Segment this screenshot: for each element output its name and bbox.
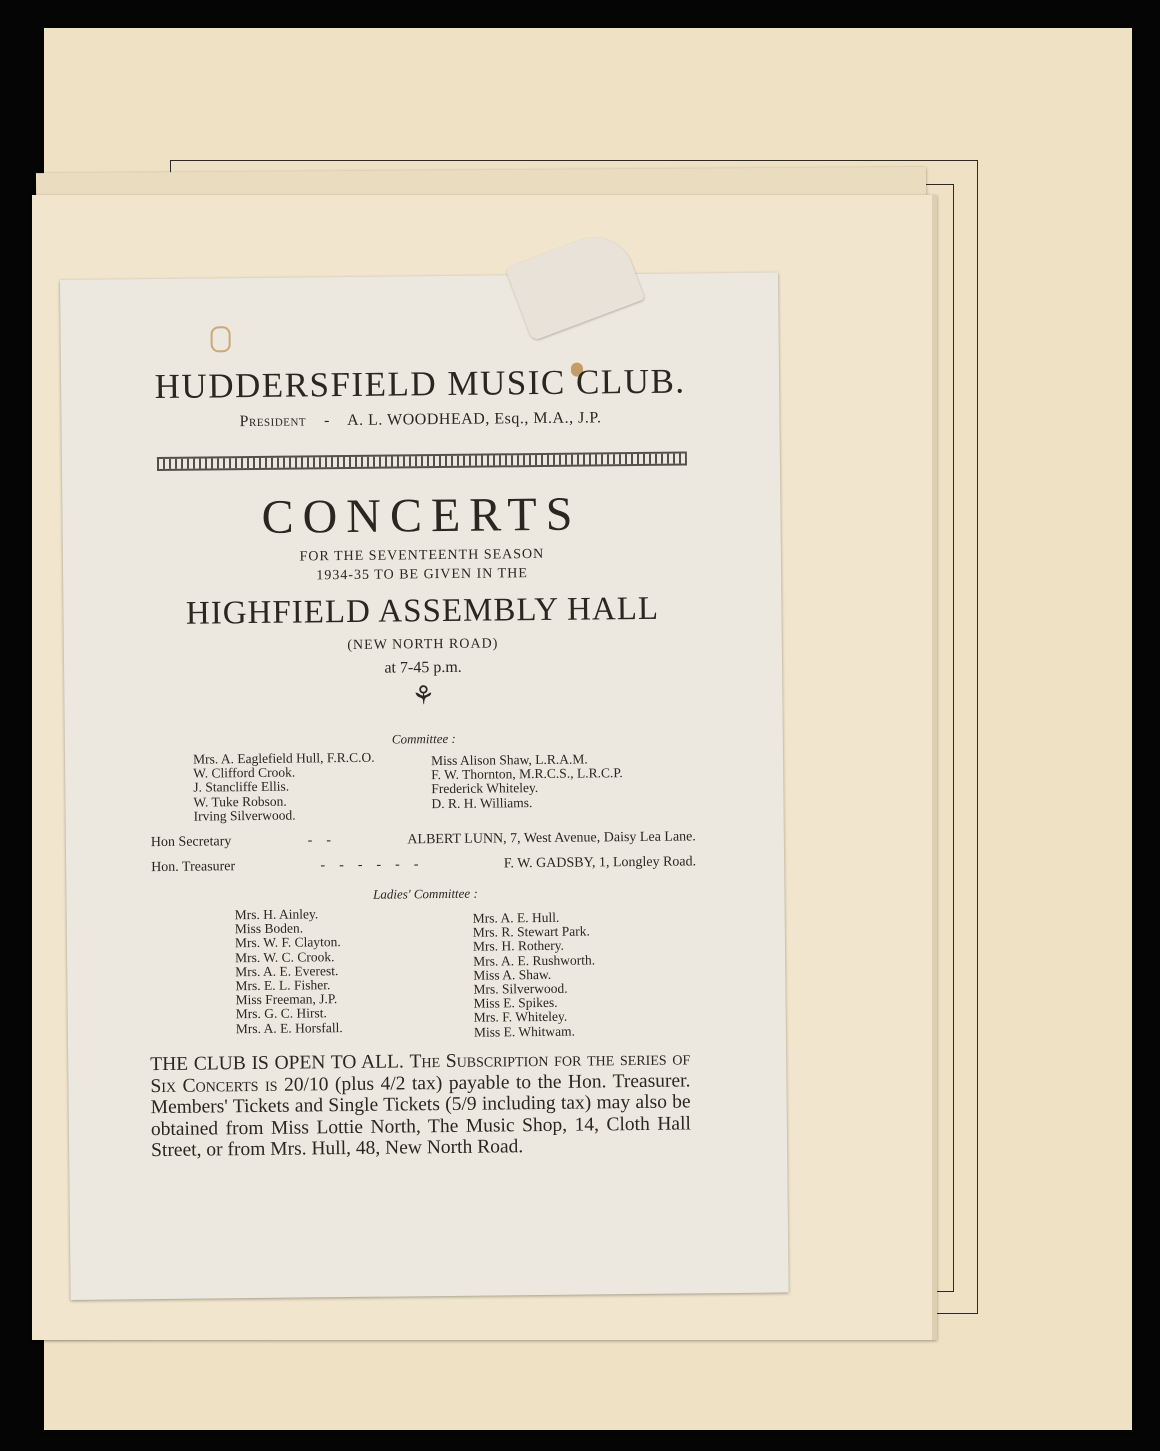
committee-member: Miss Alison Shaw, L.R.A.M. <box>430 751 588 769</box>
ladies-committee-heading: Ladies' Committee : <box>373 885 478 902</box>
ladies-committee-member: Miss A. Shaw. <box>473 966 552 983</box>
greek-key-border <box>157 451 687 471</box>
committee-member: W. Tuke Robson. <box>193 793 287 810</box>
club-title: HUDDERSFIELD MUSIC CLUB. <box>154 361 686 407</box>
ladies-committee-list-left <box>235 907 343 1036</box>
venue-name: HIGHFIELD ASSEMBLY HALL <box>185 590 660 632</box>
ladies-committee-member: Mrs. W. F. Clayton. <box>234 934 341 951</box>
season-line: 1934-35 TO BE GIVEN IN THE <box>316 566 528 584</box>
president-label: President <box>239 412 307 431</box>
concerts-heading: CONCERTS <box>261 487 582 544</box>
ladies-committee-list-right <box>473 910 596 1039</box>
treasurer-label: Hon. Treasurer <box>151 859 236 876</box>
ladies-committee-member: Mrs. A. E. Horsfall. <box>235 1019 343 1036</box>
ladies-committee-member: Mrs. R. Stewart Park. <box>472 923 590 940</box>
committee-heading: Committee : <box>391 730 456 747</box>
secretary-label: Hon Secretary <box>150 834 232 851</box>
floral-ornament-icon: ⚘ <box>411 681 436 711</box>
ladies-committee-member: Mrs. E. L. Fisher. <box>235 977 331 994</box>
ladies-committee-member: Mrs. H. Rothery. <box>472 938 565 955</box>
notice-details: 20/10 (plus 4/2 tax) payable to the Hon. Treasurer. Members' Tickets and Single Tickets (5/9 including tax) may also be obtained from Miss Lottie North, The Music Shop, 14, Cloth Hall Street, or from Mrs. Hull, 48, New North Road. <box>150 1069 691 1162</box>
ladies-committee-member: Mrs. A. E. Everest. <box>235 962 339 980</box>
treasurer-value: F. W. GADSBY, 1, Longley Road. <box>503 854 697 872</box>
notice-subscription: The Subscription for the series of Six Concerts is <box>150 1048 691 1097</box>
ladies-committee-member: Mrs. F. Whiteley. <box>473 1009 568 1026</box>
committee-member: W. Clifford Crook. <box>193 764 296 781</box>
season-line: FOR THE SEVENTEENTH SEASON <box>299 546 545 565</box>
ladies-committee-member: Mrs. W. C. Crook. <box>235 948 335 965</box>
committee-list-right <box>431 752 623 811</box>
ladies-committee-member: Miss Boden. <box>234 920 304 937</box>
subscription-notice <box>150 1048 691 1161</box>
venue-road: (NEW NORTH ROAD) <box>347 636 499 654</box>
ladies-committee-member: Mrs. H. Ainley. <box>234 906 319 923</box>
president-name: A. L. WOODHEAD, Esq., M.A., J.P. <box>346 409 602 430</box>
president-line: President - A. L. WOODHEAD, Esq., M.A., J.P. <box>239 409 602 431</box>
staple-hole <box>210 326 230 352</box>
ladies-committee-member: Mrs. Silverwood. <box>473 980 568 997</box>
committee-member: D. R. H. Williams. <box>431 794 533 811</box>
ladies-committee-member: Mrs. G. C. Hirst. <box>235 1005 327 1022</box>
secretary-line <box>151 829 696 851</box>
ladies-committee-member: Miss E. Spikes. <box>473 995 558 1011</box>
committee-list-left <box>193 751 375 824</box>
committee-member: Irving Silverwood. <box>193 807 296 824</box>
notice-open-to-all: THE CLUB IS OPEN TO ALL. <box>150 1051 404 1076</box>
sheet-edge <box>932 195 937 1340</box>
leader-dashes: - - <box>307 833 332 849</box>
ladies-committee-member: Miss Freeman, J.P. <box>235 991 338 1008</box>
committee-member: Mrs. A. Eaglefield Hull, F.R.C.O. <box>192 749 375 767</box>
treasurer-line <box>151 854 696 876</box>
secretary-value: ALBERT LUNN, 7, West Avenue, Daisy Lea Lane. <box>407 829 696 848</box>
concert-time: at 7-45 p.m. <box>384 658 462 677</box>
ladies-committee-member: Mrs. A. E. Hull. <box>472 909 560 926</box>
committee-member: J. Stancliffe Ellis. <box>193 779 290 796</box>
concert-flyer <box>60 272 789 1299</box>
committee-member: F. W. Thornton, M.R.C.S., L.R.C.P. <box>431 765 623 783</box>
committee-member: Frederick Whiteley. <box>431 780 539 797</box>
ladies-committee-member: Miss E. Whitwam. <box>473 1023 575 1040</box>
ladies-committee-member: Mrs. A. E. Rushworth. <box>473 952 596 969</box>
leader-dashes: - - - - - - <box>320 857 419 874</box>
